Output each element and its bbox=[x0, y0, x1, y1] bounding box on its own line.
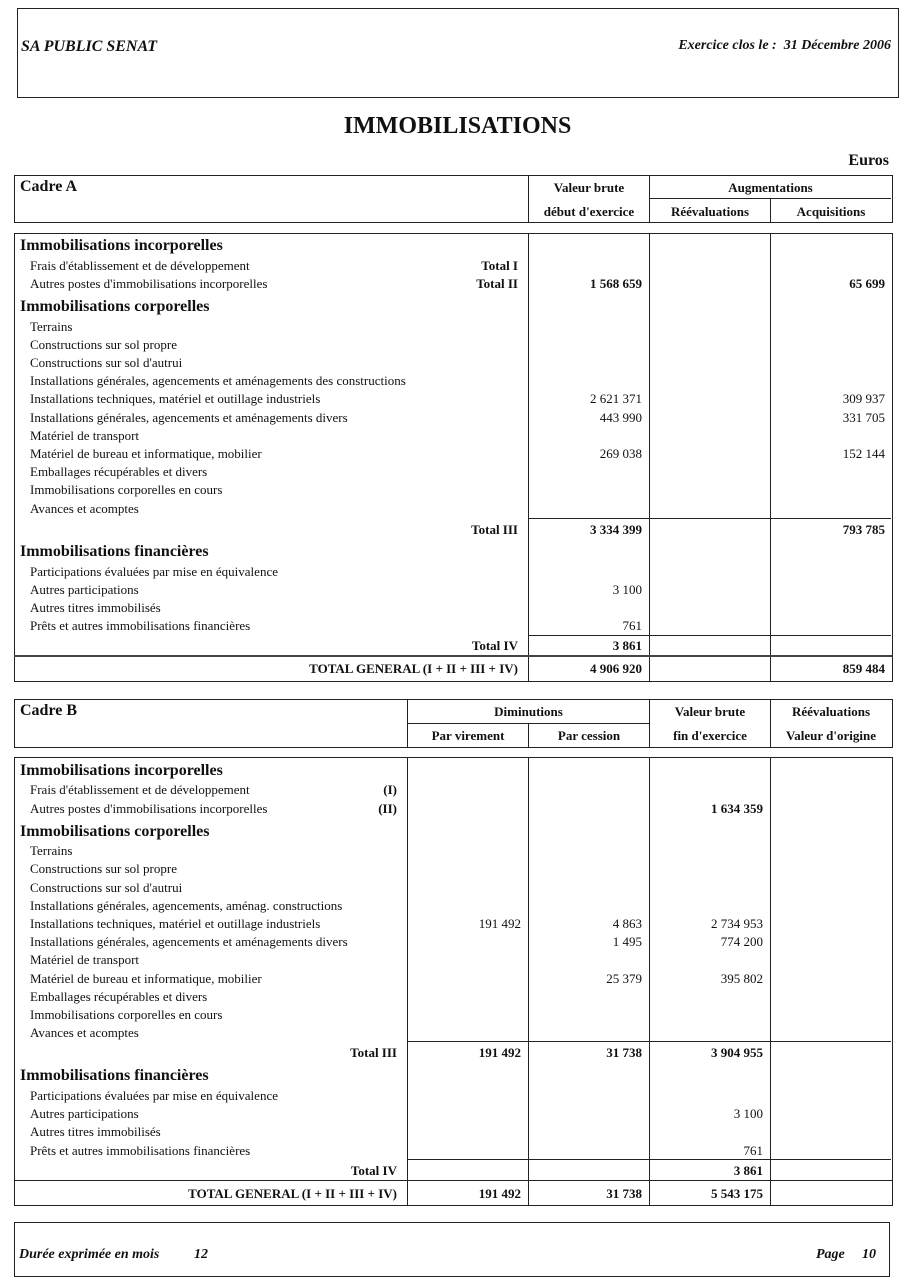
divider bbox=[649, 198, 891, 199]
company-name: SA PUBLIC SENAT bbox=[21, 38, 158, 55]
divider bbox=[528, 635, 891, 636]
row-acquisitions: 152 144 bbox=[842, 446, 885, 461]
row-label: Matériel de transport bbox=[30, 428, 140, 443]
row-label: Installations techniques, matériel et outillage industriels bbox=[30, 391, 321, 406]
row-label: Installations générales, agencements et aménagements divers bbox=[30, 934, 348, 949]
row-label: Participations évaluées par mise en équivalence bbox=[30, 564, 278, 579]
total-general-acquisitions: 859 484 bbox=[842, 661, 885, 676]
row-valeur-brute: 443 990 bbox=[599, 410, 642, 425]
row-total-tag: (II) bbox=[378, 801, 397, 816]
row-label: Constructions sur sol propre bbox=[30, 861, 177, 876]
row-label: Emballages récupérables et divers bbox=[30, 989, 208, 1004]
divider bbox=[407, 723, 649, 724]
row-label: Frais d'établissement et de développement bbox=[30, 782, 250, 797]
currency-label: Euros bbox=[848, 152, 889, 169]
row-label: Immobilisations corporelles en cours bbox=[30, 1007, 223, 1022]
total-general-label: TOTAL GENERAL (I + II + III + IV) bbox=[309, 661, 518, 676]
total-iii-acquisitions: 793 785 bbox=[842, 522, 885, 537]
divider bbox=[14, 655, 892, 657]
col-debut-exercice: début d'exercice bbox=[543, 204, 635, 219]
col-par-cession: Par cession bbox=[557, 728, 621, 743]
total-iii-par-virement: 191 492 bbox=[478, 1045, 521, 1060]
total-iv-valeur-brute: 3 861 bbox=[612, 638, 642, 653]
row-label: Autres titres immobilisés bbox=[30, 1124, 161, 1139]
divider bbox=[14, 1180, 892, 1181]
row-valeur-brute-fin: 1 634 359 bbox=[711, 801, 763, 816]
row-label: Autres titres immobilisés bbox=[30, 600, 161, 615]
row-par-cession: 4 863 bbox=[612, 916, 642, 931]
divider bbox=[649, 233, 650, 681]
row-total-tag: (I) bbox=[383, 782, 397, 797]
divider bbox=[407, 757, 408, 1205]
col-acquisitions: Acquisitions bbox=[796, 204, 866, 219]
row-par-virement: 191 492 bbox=[478, 916, 521, 931]
row-label: Matériel de transport bbox=[30, 952, 140, 967]
col-valeur-brute: Valeur brute bbox=[553, 180, 625, 195]
row-valeur-brute-fin: 3 100 bbox=[733, 1106, 763, 1121]
row-total-tag: Total I bbox=[481, 258, 518, 273]
row-label: Autres participations bbox=[30, 1106, 139, 1121]
cadre-b-label: Cadre B bbox=[20, 702, 78, 719]
total-iii-par-cession: 31 738 bbox=[606, 1045, 642, 1060]
section-financieres-b: Immobilisations financières bbox=[20, 1067, 209, 1084]
col-valeur-brute-fin: Valeur brute bbox=[674, 704, 746, 719]
row-label: Autres postes d'immobilisations incorporelles bbox=[30, 801, 268, 816]
total-general-valeur-brute: 4 906 920 bbox=[590, 661, 642, 676]
row-label: Frais d'établissement et de développement bbox=[30, 258, 250, 273]
divider bbox=[770, 757, 771, 1205]
duration-label: Durée exprimée en mois bbox=[19, 1247, 160, 1262]
row-valeur-brute-fin: 2 734 953 bbox=[711, 916, 763, 931]
row-label: Prêts et autres immobilisations financières bbox=[30, 618, 251, 633]
row-label: Constructions sur sol d'autrui bbox=[30, 880, 183, 895]
section-incorporelles-b: Immobilisations incorporelles bbox=[20, 762, 223, 779]
section-corporelles-b: Immobilisations corporelles bbox=[20, 823, 210, 840]
col-reevaluations: Réévaluations bbox=[671, 204, 749, 219]
row-label: Emballages récupérables et divers bbox=[30, 464, 208, 479]
total-general-label-b: TOTAL GENERAL (I + II + III + IV) bbox=[188, 1186, 397, 1201]
divider bbox=[528, 518, 891, 519]
row-acquisitions: 331 705 bbox=[842, 410, 885, 425]
row-valeur-brute: 3 100 bbox=[612, 582, 642, 597]
row-valeur-brute: 269 038 bbox=[599, 446, 642, 461]
row-label: Autres participations bbox=[30, 582, 139, 597]
row-label: Avances et acomptes bbox=[30, 1025, 139, 1040]
row-total-tag: Total II bbox=[476, 276, 518, 291]
total-iii-label: Total III bbox=[471, 522, 518, 537]
divider bbox=[407, 1041, 891, 1042]
col-diminutions: Diminutions bbox=[494, 704, 563, 719]
total-iii-valeur-brute-fin: 3 904 955 bbox=[711, 1045, 763, 1060]
exercise-date: Exercice clos le : 31 Décembre 2006 bbox=[678, 38, 891, 53]
col-par-virement: Par virement bbox=[431, 728, 505, 743]
col-reevaluations-b: Réévaluations bbox=[792, 704, 870, 719]
row-label: Matériel de bureau et informatique, mobilier bbox=[30, 971, 262, 986]
row-label: Installations générales, agencements et aménagements des constructions bbox=[30, 373, 406, 388]
page-label: Page bbox=[816, 1247, 845, 1262]
total-iii-valeur-brute: 3 334 399 bbox=[590, 522, 642, 537]
row-label: Autres postes d'immobilisations incorporelles bbox=[30, 276, 268, 291]
total-iii-label-b: Total III bbox=[350, 1045, 397, 1060]
row-par-cession: 25 379 bbox=[606, 971, 642, 986]
row-valeur-brute: 1 568 659 bbox=[590, 276, 642, 291]
total-iv-label-b: Total IV bbox=[350, 1163, 397, 1178]
row-label: Constructions sur sol propre bbox=[30, 337, 177, 352]
col-fin-exercice: fin d'exercice bbox=[673, 728, 747, 743]
row-label: Terrains bbox=[30, 843, 73, 858]
total-general-valeur-brute-fin: 5 543 175 bbox=[711, 1186, 763, 1201]
row-par-cession: 1 495 bbox=[612, 934, 642, 949]
col-valeur-origine: Valeur d'origine bbox=[786, 728, 876, 743]
section-corporelles: Immobilisations corporelles bbox=[20, 298, 210, 315]
divider bbox=[407, 1159, 891, 1160]
total-general-par-virement: 191 492 bbox=[478, 1186, 521, 1201]
row-label: Installations techniques, matériel et outillage industriels bbox=[30, 916, 321, 931]
row-valeur-brute: 2 621 371 bbox=[590, 391, 642, 406]
row-label: Participations évaluées par mise en équivalence bbox=[30, 1088, 278, 1103]
row-label: Avances et acomptes bbox=[30, 501, 139, 516]
cadre-a-label: Cadre A bbox=[20, 178, 78, 195]
row-label: Matériel de bureau et informatique, mobilier bbox=[30, 446, 262, 461]
row-label: Installations générales, agencements, aménag. constructions bbox=[30, 898, 343, 913]
section-incorporelles: Immobilisations incorporelles bbox=[20, 237, 223, 254]
section-financieres: Immobilisations financières bbox=[20, 543, 209, 560]
row-label: Installations générales, agencements et aménagements divers bbox=[30, 410, 348, 425]
row-valeur-brute: 761 bbox=[622, 618, 642, 633]
row-label: Terrains bbox=[30, 319, 73, 334]
row-acquisitions: 309 937 bbox=[842, 391, 885, 406]
total-iv-label: Total IV bbox=[471, 638, 518, 653]
duration-value: 12 bbox=[194, 1247, 208, 1262]
total-iv-valeur-brute-fin: 3 861 bbox=[733, 1163, 763, 1178]
row-valeur-brute-fin: 774 200 bbox=[720, 934, 763, 949]
row-acquisitions: 65 699 bbox=[849, 276, 885, 291]
row-valeur-brute-fin: 761 bbox=[743, 1143, 763, 1158]
row-label: Immobilisations corporelles en cours bbox=[30, 482, 223, 497]
page-number: 10 bbox=[862, 1247, 876, 1262]
row-label: Constructions sur sol d'autrui bbox=[30, 355, 183, 370]
col-augmentations: Augmentations bbox=[728, 180, 813, 195]
row-valeur-brute-fin: 395 802 bbox=[720, 971, 763, 986]
row-label: Prêts et autres immobilisations financières bbox=[30, 1143, 251, 1158]
page-title: IMMOBILISATIONS bbox=[343, 113, 572, 139]
total-general-par-cession: 31 738 bbox=[606, 1186, 642, 1201]
